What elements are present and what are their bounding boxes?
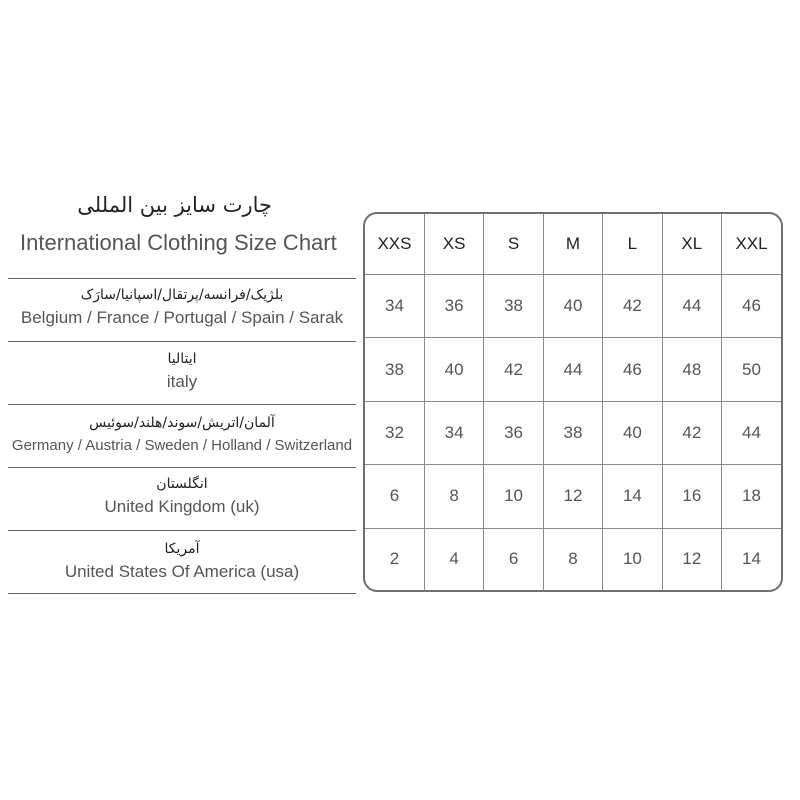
size-grid (363, 212, 783, 592)
size-cell: 38 (543, 401, 602, 464)
size-cell: 2 (365, 528, 424, 590)
size-header: XXL (722, 214, 781, 275)
size-cell: 36 (484, 401, 543, 464)
row-label-germany (8, 414, 356, 457)
row-label-fa: آمریکا (164, 541, 200, 557)
table-row (365, 338, 781, 401)
size-cell: 6 (484, 528, 543, 590)
size-table (365, 214, 781, 590)
divider (8, 404, 356, 405)
size-header: XS (424, 214, 483, 275)
row-label-en: United Kingdom (uk) (104, 497, 260, 516)
size-cell: 46 (603, 338, 662, 401)
table-row (365, 275, 781, 338)
divider (8, 467, 356, 468)
size-cell: 46 (722, 275, 781, 338)
size-cell: 44 (662, 275, 721, 338)
row-label-en: Belgium / France / Portugal / Spain / Sarak (20, 308, 344, 327)
size-cell: 40 (603, 401, 662, 464)
divider (8, 341, 356, 342)
size-header: S (484, 214, 543, 275)
row-label-italy (8, 350, 356, 393)
size-cell: 6 (365, 465, 424, 528)
size-cell: 10 (484, 465, 543, 528)
size-cell: 40 (424, 338, 483, 401)
size-cell: 12 (662, 528, 721, 590)
table-row (365, 465, 781, 528)
size-cell: 40 (543, 275, 602, 338)
divider (8, 530, 356, 531)
size-cell: 42 (484, 338, 543, 401)
row-label-en: Germany / Austria / Sweden / Holland / Switzerland (11, 437, 353, 454)
row-label-en: United States Of America (usa) (64, 562, 300, 581)
page-title-persian: چارت سایز بین المللی (77, 193, 272, 217)
size-cell: 38 (484, 275, 543, 338)
divider (8, 278, 356, 279)
size-cell: 32 (365, 401, 424, 464)
divider (8, 593, 356, 594)
size-cell: 44 (722, 401, 781, 464)
size-cell: 4 (424, 528, 483, 590)
size-cell: 48 (662, 338, 721, 401)
row-label-fa: انگلستان (156, 476, 208, 492)
size-header: XXS (365, 214, 424, 275)
size-header: XL (662, 214, 721, 275)
table-row (365, 528, 781, 590)
size-cell: 36 (424, 275, 483, 338)
size-header: M (543, 214, 602, 275)
size-header: L (603, 214, 662, 275)
size-cell: 38 (365, 338, 424, 401)
size-cell: 42 (662, 401, 721, 464)
row-label-en: italy (166, 372, 198, 391)
size-cell: 8 (543, 528, 602, 590)
size-cell: 8 (424, 465, 483, 528)
size-cell: 44 (543, 338, 602, 401)
row-label-fa: آلمان/اتریش/سوند/هلند/سوئیس (89, 415, 275, 431)
size-header-row (365, 214, 781, 275)
size-cell: 34 (424, 401, 483, 464)
size-cell: 14 (722, 528, 781, 590)
table-row (365, 401, 781, 464)
size-cell: 18 (722, 465, 781, 528)
row-label-usa (8, 540, 356, 583)
row-label-fa: ایتالیا (167, 351, 197, 367)
size-cell: 16 (662, 465, 721, 528)
row-label-uk (8, 475, 356, 518)
size-cell: 14 (603, 465, 662, 528)
size-cell: 50 (722, 338, 781, 401)
size-cell: 10 (603, 528, 662, 590)
size-cell: 42 (603, 275, 662, 338)
size-cell: 34 (365, 275, 424, 338)
row-label-belgium-france (8, 286, 356, 329)
size-cell: 12 (543, 465, 602, 528)
row-label-fa: بلژیک/فرانسه/پرتقال/اسپانیا/سارَک (80, 287, 284, 303)
page-title: International Clothing Size Chart (20, 230, 337, 255)
